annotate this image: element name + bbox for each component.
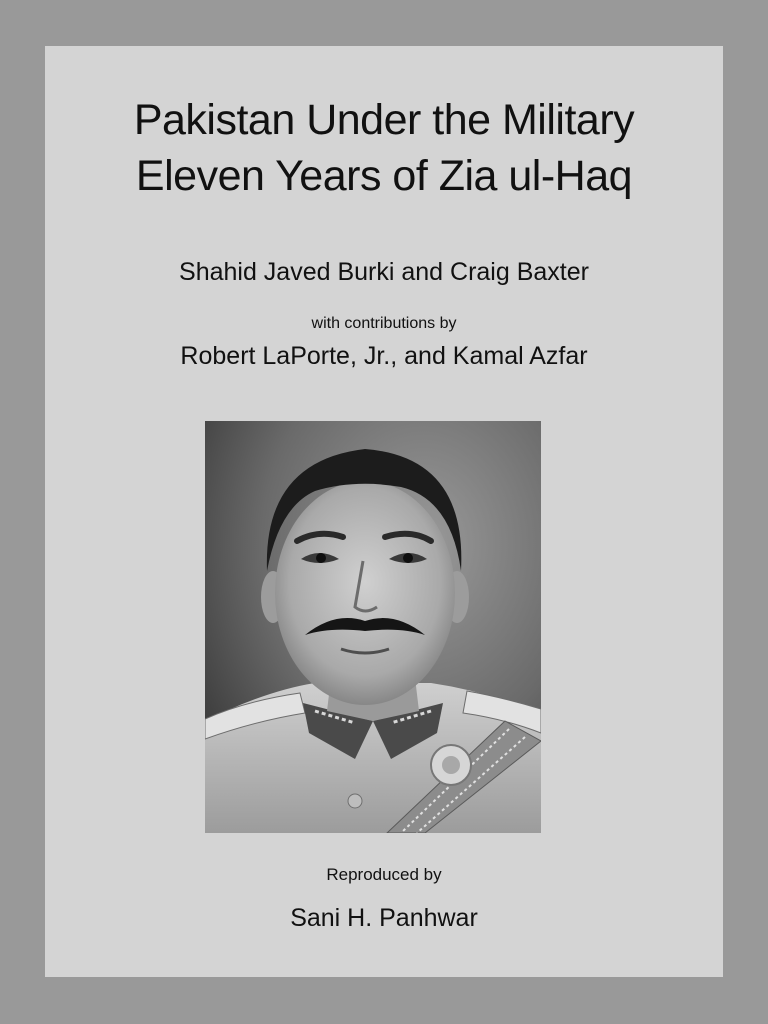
book-cover	[45, 46, 723, 977]
contributions-label: with contributions by	[311, 315, 457, 332]
title-line-2: Eleven Years of Zia ul-Haq	[135, 152, 633, 200]
authors: Shahid Javed Burki and Craig Baxter	[179, 258, 589, 286]
reproduced-by-label: Reproduced by	[326, 865, 442, 884]
title-line-1: Pakistan Under the Military	[133, 96, 635, 144]
contributors: Robert LaPorte, Jr., and Kamal Azfar	[180, 342, 588, 370]
portrait-photo	[205, 421, 541, 833]
reproducer-name: Sani H. Panhwar	[290, 904, 478, 932]
